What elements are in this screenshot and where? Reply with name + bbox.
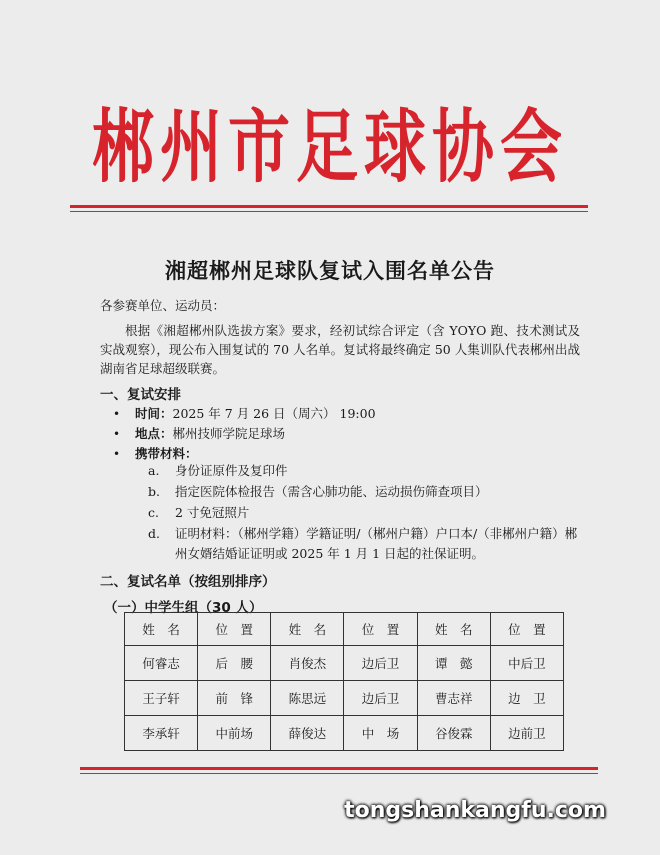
materials-item: d. 证明材料：（郴州学籍）学籍证明/（郴州户籍）户口本/（非郴州户籍）郴州女婿结婚证证明或 2025 年 1 月 1 日起的社保证明。 [148, 526, 578, 561]
salutation: 各参赛单位、运动员： [100, 298, 226, 313]
materials-item: b. 指定医院体检报告（需含心肺功能、运动损伤筛查项目） [148, 484, 488, 499]
table-header-row [125, 613, 564, 646]
player-name: 曹志祥 [417, 681, 490, 716]
footer-rule-thin [80, 773, 598, 774]
player-position: 中前场 [198, 716, 271, 751]
table-header: 位 置 [344, 613, 417, 646]
materials-item: c. 2 寸免冠照片 [148, 505, 250, 520]
table-header: 姓 名 [271, 613, 344, 646]
roster-table [124, 612, 564, 751]
notice-title: 湘超郴州足球队复试入围名单公告 [165, 259, 495, 283]
player-position: 边后卫 [344, 646, 417, 681]
intro-paragraph: 根据《湘超郴州队选拔方案》要求，经初试综合评定（含 YOYO 跑、技术测试及实战观察），现公布入围复试的 70 人名单。复试将最终确定 50 人集训队代表郴州出战湖南省足球超级联赛。 [100, 323, 580, 376]
section2-heading: 二、复试名单（按组别排序） [100, 574, 276, 590]
table-row [125, 716, 564, 751]
bullet-icon: • [113, 427, 121, 441]
bullet-icon: • [113, 447, 121, 461]
table-header: 姓 名 [125, 613, 198, 646]
player-name: 谷俊霖 [417, 716, 490, 751]
table-row [125, 646, 564, 681]
player-name: 肖俊杰 [271, 646, 344, 681]
player-position: 后 腰 [198, 646, 271, 681]
materials-item: a. 身份证原件及复印件 [148, 463, 288, 478]
site-watermark: tongshankangfu.com [344, 798, 606, 823]
player-position: 中后卫 [490, 646, 563, 681]
footer-rule-thick [80, 767, 598, 770]
bullet-icon: • [113, 407, 121, 421]
section1-heading: 一、复试安排 [100, 387, 181, 403]
player-name: 何睿志 [125, 646, 198, 681]
schedule-list [113, 404, 376, 464]
player-position: 前 锋 [198, 681, 271, 716]
schedule-materials: • 携带材料： [113, 444, 376, 464]
player-name: 李承轩 [125, 716, 198, 751]
table-header: 位 置 [198, 613, 271, 646]
schedule-time: • 时间： 2025 年 7 月 26 日（周六） 19:00 [113, 404, 376, 424]
player-name: 陈思远 [271, 681, 344, 716]
player-position: 边后卫 [344, 681, 417, 716]
player-position: 边 卫 [490, 681, 563, 716]
player-name: 谭 懿 [417, 646, 490, 681]
table-header: 姓 名 [417, 613, 490, 646]
player-name: 王子轩 [125, 681, 198, 716]
player-position: 边前卫 [490, 716, 563, 751]
schedule-place: • 地点： 郴州技师学院足球场 [113, 424, 376, 444]
org-name-letterhead: 郴州市足球协会 [91, 100, 568, 194]
player-position: 中 场 [344, 716, 417, 751]
letterhead-rule-thick [70, 205, 588, 208]
table-row [125, 681, 564, 716]
materials-list [148, 461, 588, 565]
group-title: （一）中学生组（30 人） [104, 600, 263, 616]
letterhead-rule-thin [70, 211, 588, 212]
player-name: 薛俊达 [271, 716, 344, 751]
table-header: 位 置 [490, 613, 563, 646]
